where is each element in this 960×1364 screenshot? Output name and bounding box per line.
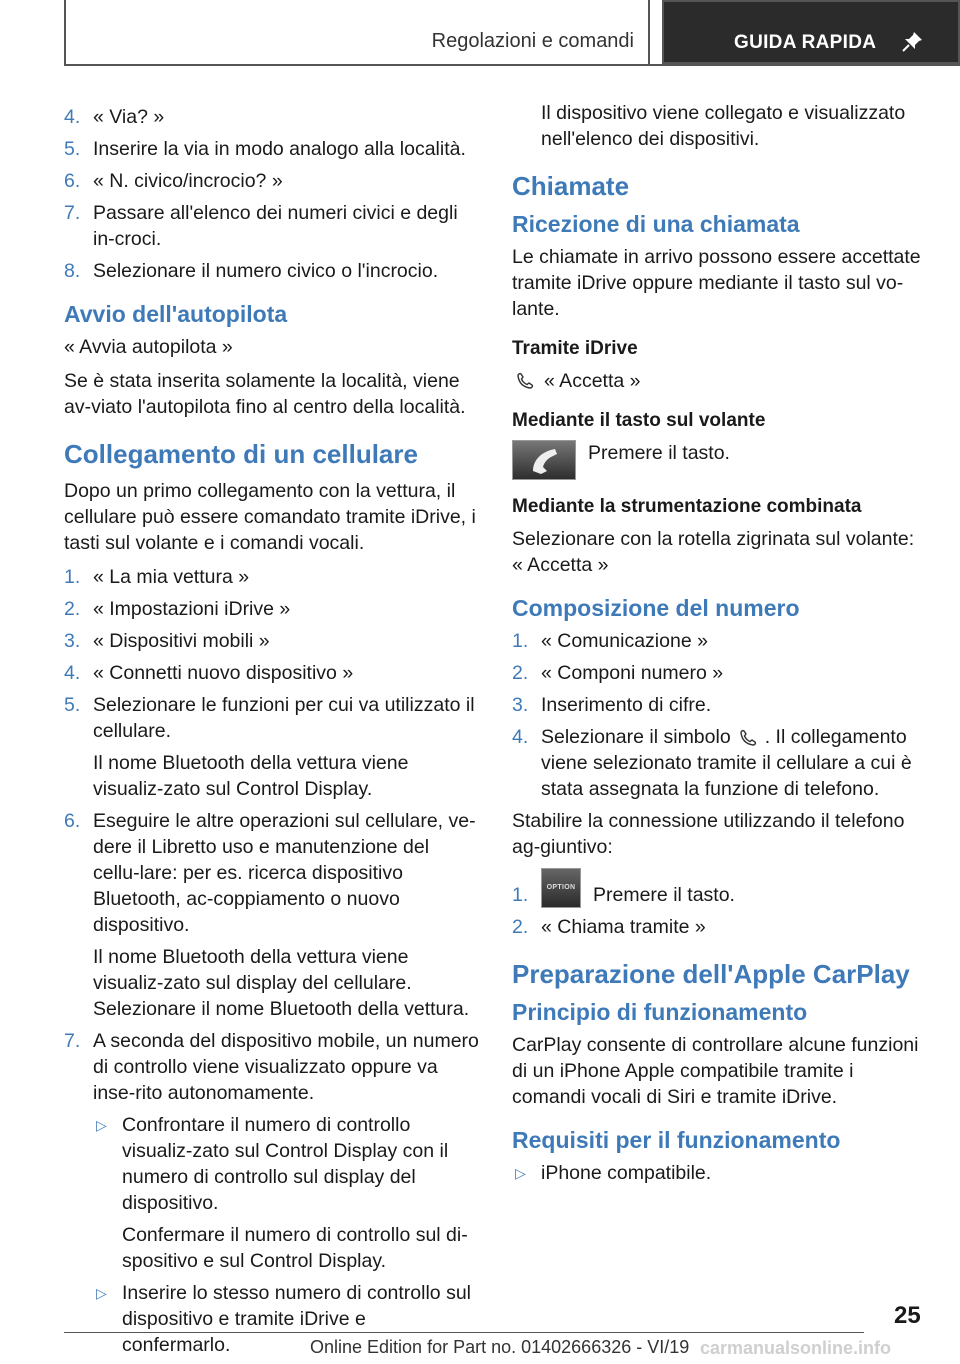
list-item: 6. Eseguire le altre operazioni sul cellulare, ve-dere il Libretto uso e manutenzione del cellu-lare: per es. ricerca dispositivo Bluetooth, ac-coppiamento o nuovo dispositivo. Il nome Bluetooth della vettura viene visualiz-zato sul display del cellulare. Selezionare il nome Bluetooth della vettura. (64, 808, 479, 1022)
bullet-item: ▷ iPhone compatibile. (515, 1162, 712, 1184)
bullet-item: ▷ Confrontare il numero di controllo visualiz-zato sul Control Display con il numero di controllo sul display del dispositivo. Confermare il numero di controllo sul di-spositivo e sul Control Display. (93, 1112, 479, 1274)
phone-icon (737, 727, 759, 749)
list-item: 6. « N. civico/incrocio? » (64, 170, 283, 192)
list-item-note: Il nome Bluetooth della vettura viene visualiz-zato sul display del cellulare. Selezionare il nome Bluetooth della vettura. (93, 946, 470, 1020)
phone-icon (514, 370, 536, 392)
pairing-intro: Dopo un primo collegamento con la vettura, il cellulare può essere comandato tramite iDrive, i tasti sul volante e i comandi vocali. (64, 480, 476, 554)
incoming-call-intro: Le chiamate in arrivo possono essere accettate tramite iDrive oppure mediante il tasto sul vo-lante. (512, 246, 921, 320)
list-item: 1. OPTION Premere il tasto. (512, 868, 927, 908)
option-button: OPTION (541, 868, 581, 908)
carplay-heading: Preparazione dell'Apple CarPlay (512, 959, 910, 989)
incoming-call-heading: Ricezione di una chiamata (512, 211, 800, 237)
footer-rule (64, 1332, 864, 1333)
list-item: 3. Inserimento di cifre. (512, 694, 712, 716)
pairing-continuation: Il dispositivo viene collegato e visualizzato nell'elenco dei dispositivi. (541, 102, 906, 150)
list-item: 4. Selezionare il simbolo . Il collegamento viene selezionato tramite il cellulare a cui è stata assegnata la funzione di telefono. (512, 726, 912, 800)
pin-icon (902, 30, 924, 52)
triangle-bullet-icon: ▷ (96, 1117, 107, 1133)
list-item: 1. « La mia vettura » (64, 566, 250, 588)
idrive-heading: Tramite iDrive (512, 338, 638, 359)
header-section-title: Regolazioni e comandi (431, 30, 634, 52)
bullet-item: ▷ Inserire lo stesso numero di controllo sul dispositivo e tramite iDrive e confermarlo. (96, 1282, 471, 1356)
dial-heading: Composizione del numero (512, 595, 800, 621)
handset-icon (513, 441, 575, 479)
address-steps-list (64, 104, 479, 284)
list-item: 2. « Impostazioni iDrive » (64, 598, 291, 620)
requirements-list (512, 1160, 927, 1186)
principle-heading: Principio di funzionamento (512, 999, 808, 1025)
list-item: 5. Selezionare le funzioni per cui va utilizzato il cellulare. Il nome Bluetooth della vettura viene visualiz-zato sul Control Display. (64, 692, 479, 802)
header-section-tab (64, 0, 650, 64)
additional-phone-steps (512, 868, 927, 940)
header-rule (64, 64, 960, 66)
footer-watermark: carmanualsonline.info (700, 1338, 892, 1358)
list-item-note: Il nome Bluetooth della vettura viene visualiz-zato sul Control Display. (93, 752, 409, 800)
wheel-button-row (512, 440, 927, 480)
footer-edition: Online Edition for Part no. 01402666326 - VI/19 (310, 1337, 690, 1357)
right-column (512, 104, 927, 1192)
wheel-button-text: Premere il tasto. (588, 442, 730, 464)
list-item: 8. Selezionare il numero civico o l'incrocio. (64, 260, 439, 282)
list-item: 5. Inserire la via in modo analogo alla località. (64, 138, 466, 160)
triangle-bullet-icon: ▷ (96, 1285, 107, 1301)
pairing-heading: Collegamento di un cellulare (64, 439, 418, 469)
steering-phone-button (512, 440, 576, 480)
list-item: 7. A seconda del dispositivo mobile, un numero di controllo viene visualizzato oppure va inse-rito autonomamente. ▷ Confrontare il numero di controllo visualiz-zato sul Control Display con il numero di controllo sul display del dispositivo. Confermare il numero di controllo sul di-spositivo e sul Control Display. ▷ Inserire lo stesso numero di controllo sul dispositivo e tramite iDrive e confermarlo. (64, 1030, 479, 1356)
dial-steps-list (512, 628, 927, 802)
autopilot-text: Se è stata inserita solamente la località, viene av-viato l'autopilota fino al centro della località. (64, 370, 466, 418)
list-item: 1. « Comunicazione » (512, 630, 708, 652)
autopilot-heading: Avvio dell'autopilota (64, 301, 288, 327)
list-item: 3. « Dispositivi mobili » (64, 630, 270, 652)
wheel-heading: Mediante il tasto sul volante (512, 410, 766, 431)
idrive-accept-text: « Accetta » (544, 370, 641, 392)
left-column (64, 104, 479, 1364)
list-item: 4. « Via? » (64, 106, 165, 128)
calls-heading: Chiamate (512, 171, 630, 201)
bullet-item-note: Confermare il numero di controllo sul di-spositivo e sul Control Display. (122, 1224, 468, 1272)
list-item: 2. « Componi numero » (512, 662, 724, 684)
list-item: 2. « Chiama tramite » (512, 916, 706, 938)
header-chapter-tab (662, 0, 960, 64)
autopilot-command: « Avvia autopilota » (64, 336, 233, 358)
idrive-accept-row (512, 368, 927, 394)
triangle-bullet-icon: ▷ (515, 1165, 526, 1181)
list-item: 7. Passare all'elenco dei numeri civici e degli in-croci. (64, 202, 458, 250)
pairing-steps-list (64, 564, 479, 1358)
additional-phone-text: Stabilire la connessione utilizzando il telefono ag-giuntivo: (512, 810, 905, 858)
cluster-text: Selezionare con la rotella zigrinata sul volante: « Accetta » (512, 528, 915, 576)
principle-text: CarPlay consente di controllare alcune funzioni di un iPhone Apple compatibile tramite i comandi vocali di Siri e tramite iDrive. (512, 1034, 919, 1108)
cluster-heading: Mediante la strumentazione combinata (512, 496, 862, 517)
header-chapter-title: GUIDA RAPIDA (734, 32, 877, 53)
control-number-options (93, 1112, 479, 1358)
list-item: 4. « Connetti nuovo dispositivo » (64, 662, 354, 684)
page-number: 25 (894, 1302, 921, 1329)
requirements-heading: Requisiti per il funzionamento (512, 1127, 841, 1153)
